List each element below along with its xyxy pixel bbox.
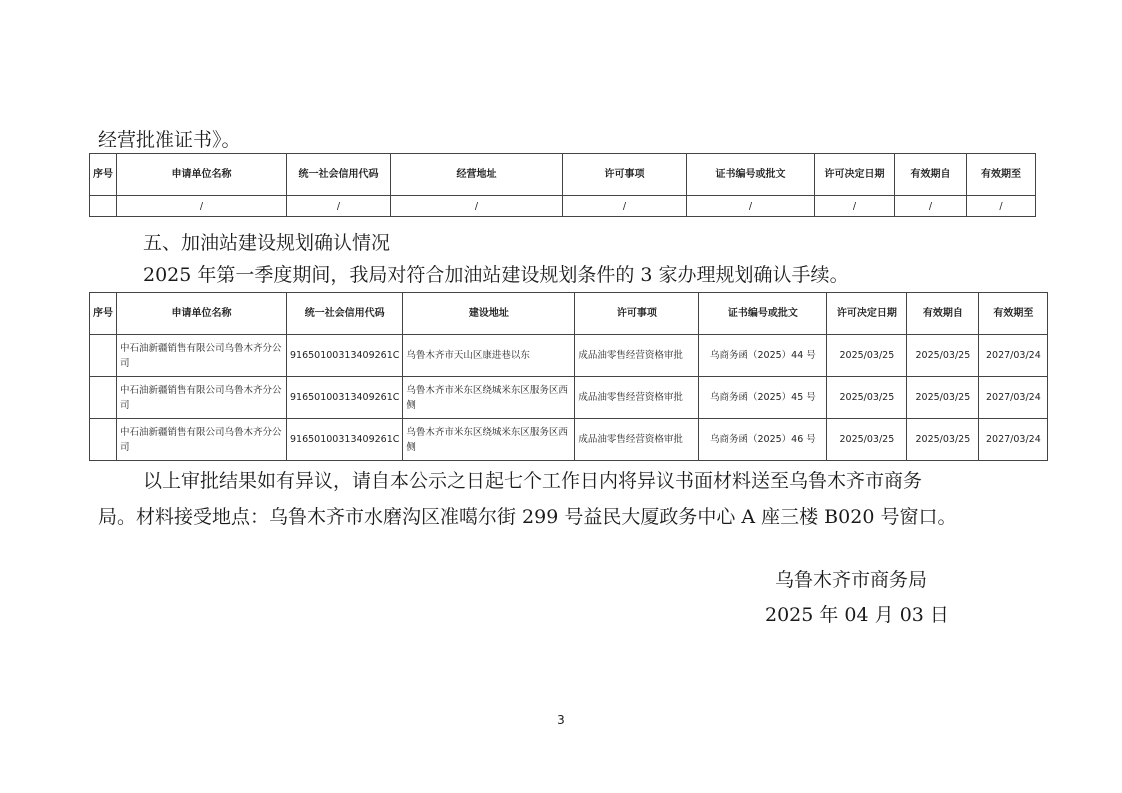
header-col-valid-to: 有效期至: [979, 293, 1048, 335]
section5-paragraph: 2025 年第一季度期间，我局对符合加油站建设规划条件的 3 家办理规划确认手续。: [143, 264, 849, 286]
cell-col-cert-number: 乌商务函（2025）46 号: [699, 419, 827, 461]
header-col-credit-code: 统一社会信用代码: [287, 154, 391, 196]
cell-col-address: 乌鲁木齐市米东区绕城米东区服务区西侧: [403, 419, 575, 461]
cell-col-cert-number: 乌商务函（2025）44 号: [699, 335, 827, 377]
cell-col-valid-to: /: [967, 196, 1036, 217]
notice-paragraph-line1: 以上审批结果如有异议，请自本公示之日起七个工作日内将异议书面材料送至乌鲁木齐市商务: [143, 470, 923, 492]
page-number: 3: [557, 713, 565, 727]
header-col-cert-number: 证书编号或批文: [687, 154, 815, 196]
cell-col-seq: [90, 419, 117, 461]
cell-col-valid-to: 2027/03/24: [979, 419, 1048, 461]
continuation-text: 经营批准证书》。: [98, 129, 241, 151]
cell-col-decision-date: 2025/03/25: [827, 419, 907, 461]
cell-col-cert-number: 乌商务函（2025）45 号: [699, 377, 827, 419]
table-row: [90, 196, 1036, 217]
section5-heading: 五、加油站建设规划确认情况: [143, 232, 391, 254]
cell-col-valid-from: /: [895, 196, 967, 217]
cell-col-decision-date: /: [815, 196, 895, 217]
table-header-row: [90, 154, 1036, 196]
header-col-seq: 序号: [90, 154, 117, 196]
header-col-cert-number: 证书编号或批文: [699, 293, 827, 335]
cell-col-decision-date: 2025/03/25: [827, 335, 907, 377]
cell-col-permit-item: 成品油零售经营资格审批: [575, 419, 699, 461]
signature-org: 乌鲁木齐市商务局: [775, 569, 928, 591]
cell-col-applicant: 中石油新疆销售有限公司乌鲁木齐分公司: [117, 377, 287, 419]
header-col-valid-from: 有效期自: [907, 293, 979, 335]
header-col-address: 经营地址: [391, 154, 563, 196]
signature-date: 2025 年 04 月 03 日: [765, 604, 949, 626]
header-col-decision-date: 许可决定日期: [827, 293, 907, 335]
cell-col-valid-from: 2025/03/25: [907, 335, 979, 377]
cell-col-address: 乌鲁木齐市米东区绕城米东区服务区西侧: [403, 377, 575, 419]
cell-col-address: /: [391, 196, 563, 217]
header-col-permit-item: 许可事项: [563, 154, 687, 196]
cell-col-decision-date: 2025/03/25: [827, 377, 907, 419]
cell-col-address: 乌鲁木齐市天山区康进巷以东: [403, 335, 575, 377]
header-col-valid-from: 有效期自: [895, 154, 967, 196]
cell-col-seq: [90, 335, 117, 377]
header-col-applicant: 申请单位名称: [117, 154, 287, 196]
header-col-valid-to: 有效期至: [967, 154, 1036, 196]
cell-col-credit-code: 91650100313409261C: [287, 335, 403, 377]
table-row: [90, 377, 1048, 419]
table-approvals-section4: [89, 153, 1036, 217]
cell-col-valid-from: 2025/03/25: [907, 419, 979, 461]
table-planning-confirmations: [89, 292, 1048, 461]
cell-col-seq: [90, 377, 117, 419]
cell-col-permit-item: 成品油零售经营资格审批: [575, 377, 699, 419]
cell-col-cert-number: /: [687, 196, 815, 217]
header-col-credit-code: 统一社会信用代码: [287, 293, 403, 335]
cell-col-permit-item: 成品油零售经营资格审批: [575, 335, 699, 377]
header-col-applicant: 申请单位名称: [117, 293, 287, 335]
cell-col-credit-code: /: [287, 196, 391, 217]
header-col-permit-item: 许可事项: [575, 293, 699, 335]
cell-col-valid-to: 2027/03/24: [979, 377, 1048, 419]
header-col-decision-date: 许可决定日期: [815, 154, 895, 196]
cell-col-permit-item: /: [563, 196, 687, 217]
header-col-seq: 序号: [90, 293, 117, 335]
header-col-address: 建设地址: [403, 293, 575, 335]
cell-col-applicant: 中石油新疆销售有限公司乌鲁木齐分公司: [117, 419, 287, 461]
table-row: [90, 419, 1048, 461]
cell-col-applicant: /: [117, 196, 287, 217]
notice-paragraph-line2: 局。材料接受地点：乌鲁木齐市水磨沟区准噶尔街 299 号益民大厦政务中心 A 座三楼 B020 号窗口。: [98, 506, 957, 528]
cell-col-valid-from: 2025/03/25: [907, 377, 979, 419]
table-row: [90, 335, 1048, 377]
cell-col-credit-code: 91650100313409261C: [287, 377, 403, 419]
cell-col-credit-code: 91650100313409261C: [287, 419, 403, 461]
cell-col-applicant: 中石油新疆销售有限公司乌鲁木齐分公司: [117, 335, 287, 377]
cell-col-seq: [90, 196, 117, 217]
table-header-row: [90, 293, 1048, 335]
cell-col-valid-to: 2027/03/24: [979, 335, 1048, 377]
